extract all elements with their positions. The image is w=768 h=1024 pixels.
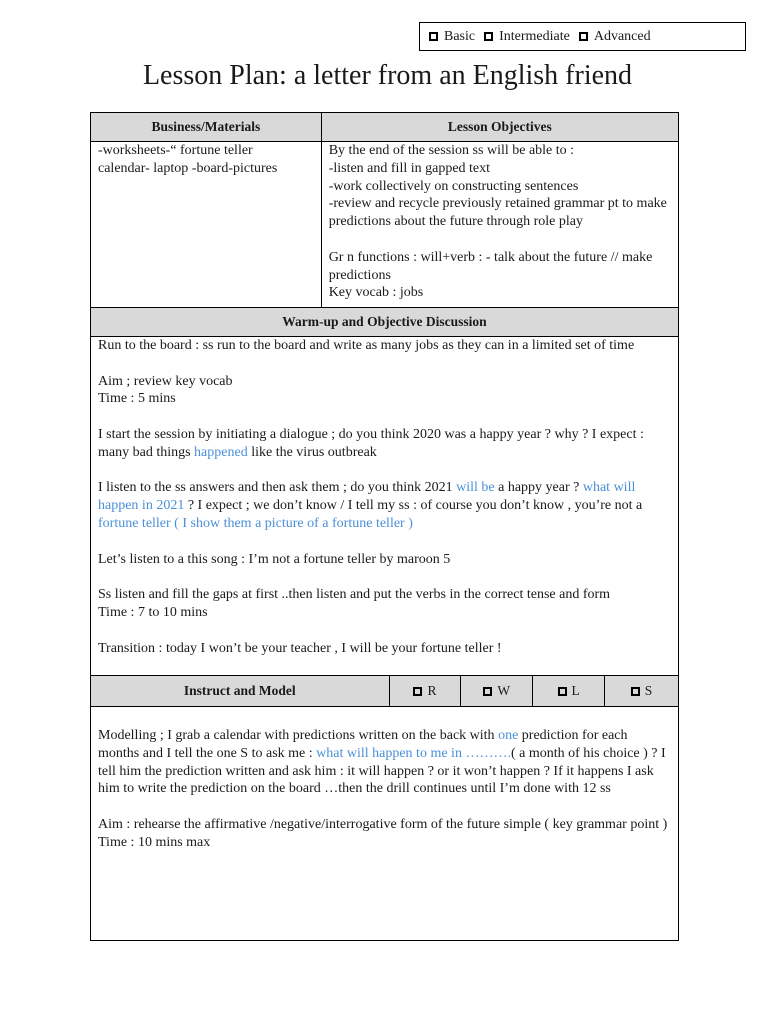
warmup-aim: Aim ; review key vocab: [98, 373, 233, 389]
warmup-cell: [91, 337, 679, 676]
checkbox-icon[interactable]: [631, 687, 640, 696]
instruct-time: Time : 10 mins max: [98, 834, 211, 850]
skill-speaking[interactable]: S: [605, 676, 679, 707]
objective-line: -listen and fill in gapped text: [328, 160, 491, 176]
skill-listening[interactable]: L: [533, 676, 605, 707]
objective-line: -review and recycle previously retained grammar pt to make predictions about the future through role play: [328, 196, 667, 230]
objective-line: By the end of the session ss will be able to :: [328, 143, 575, 158]
objective-line: -work collectively on constructing sentences: [328, 178, 579, 194]
objectives-cell: [321, 142, 678, 308]
level-label: Advanced: [593, 28, 651, 44]
objectives-header: Lesson Objectives: [321, 113, 678, 142]
level-option-advanced[interactable]: [579, 29, 651, 45]
page-title: Lesson Plan: a letter from an English friend: [142, 60, 633, 91]
warmup-header: Warm-up and Objective Discussion: [91, 308, 679, 337]
level-label: Intermediate: [499, 28, 570, 44]
skill-reading[interactable]: R: [389, 676, 461, 707]
warmup-transition: Transition : today I won’t be your teacher , I will be your fortune teller !: [98, 640, 502, 656]
level-label: Basic: [444, 28, 476, 44]
checkbox-icon[interactable]: [558, 687, 567, 696]
level-option-basic[interactable]: [429, 29, 475, 45]
materials-header: Business/Materials: [91, 113, 322, 142]
warmup-paragraph: Ss listen and fill the gaps at first ..then listen and put the verbs in the correct tense and form: [98, 587, 611, 603]
materials-cell: [91, 142, 322, 308]
warmup-paragraph: I start the session by initiating a dialogue ; do you think 2020 was a happy year ? why ? I expect : many bad things happened like the virus outbreak: [98, 426, 644, 460]
checkbox-icon[interactable]: [579, 32, 588, 41]
objective-line: Gr n functions : will+verb : - talk about the future // make predictions: [328, 249, 653, 283]
objective-line: Key vocab : jobs: [328, 285, 424, 301]
level-option-intermediate[interactable]: [484, 29, 570, 45]
materials-line: calendar- laptop -board-pictures: [98, 160, 278, 176]
warmup-paragraph: Run to the board : ss run to the board and write as many jobs as they can in a limited set of time: [98, 338, 635, 353]
materials-line: -worksheets-“ fortune teller: [98, 143, 253, 158]
warmup-time: Time : 5 mins: [98, 391, 176, 407]
lesson-plan-table: [90, 112, 679, 941]
instruct-paragraph: Modelling ; I grab a calendar with predictions written on the back with one prediction for each months and I tell the one S to ask me : what will happen to me in ……….( a month of his choice ) ? I tell him the prediction written and ask him : it will happen ? or it won’t happen ? If it happens I ask him to write the prediction on the board …then the drill continues until I’m done with 12 ss: [98, 728, 666, 797]
level-selector: [419, 22, 746, 51]
skill-writing[interactable]: W: [461, 676, 533, 707]
warmup-paragraph: I listen to the ss answers and then ask them ; do you think 2021 will be a happy year ? what will happen in 2021 ? I expect ; we don’t know / I tell my ss : of course you don’t know , you’re not a fortune teller ( I show them a picture of a fortune teller ): [98, 480, 643, 531]
checkbox-icon[interactable]: [429, 32, 438, 41]
instruct-header: Instruct and Model: [91, 676, 390, 707]
checkbox-icon[interactable]: [484, 32, 493, 41]
instruct-aim: Aim : rehearse the affirmative /negative/interrogative form of the future simple ( key grammar point ): [98, 816, 668, 832]
instruct-cell: [91, 707, 679, 941]
warmup-paragraph: Let’s listen to a this song : I’m not a fortune teller by maroon 5: [98, 551, 451, 567]
checkbox-icon[interactable]: [483, 687, 492, 696]
warmup-time: Time : 7 to 10 mins: [98, 604, 208, 620]
checkbox-icon[interactable]: [413, 687, 422, 696]
